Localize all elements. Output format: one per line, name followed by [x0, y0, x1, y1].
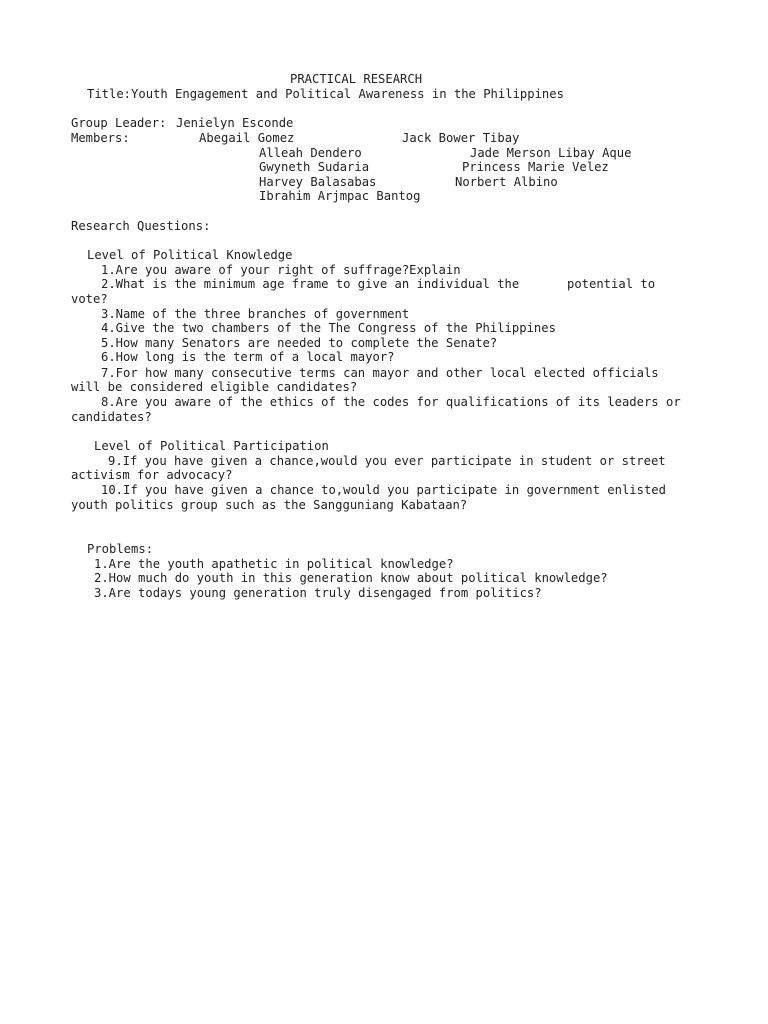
research-questions-heading: Research Questions:: [71, 219, 211, 233]
question-9-wrap: activism for advocacy?: [71, 468, 233, 482]
document-title: Title:Youth Engagement and Political Awareness in the Philippines: [87, 87, 564, 101]
question-2-wrap: vote?: [71, 292, 108, 306]
knowledge-heading: Level of Political Knowledge: [87, 248, 293, 262]
question-7: 7.For how many consecutive terms can mayor and other local elected officials: [101, 366, 659, 380]
participation-heading: Level of Political Participation: [94, 439, 329, 453]
question-7-wrap: will be considered eligible candidates?: [71, 380, 358, 394]
problem-item: 2.How much do youth in this generation know about political knowledge?: [94, 571, 608, 585]
group-leader-label: Group Leader:: [71, 116, 167, 130]
member-name: Abegail Gomez: [199, 131, 295, 145]
member-name: Norbert Albino: [455, 175, 558, 189]
document-heading: PRACTICAL RESEARCH: [290, 72, 423, 86]
member-name: Alleah Dendero: [259, 146, 362, 160]
question-8: 8.Are you aware of the ethics of the codes for qualifications of its leaders or: [101, 395, 681, 409]
question-10: 10.If you have given a chance to,would you participate in government enlisted: [101, 483, 666, 497]
problem-item: 1.Are the youth apathetic in political knowledge?: [94, 557, 454, 571]
problem-item: 3.Are todays young generation truly disengaged from politics?: [94, 586, 542, 600]
question-3: 3.Name of the three branches of government: [101, 307, 410, 321]
question-4: 4.Give the two chambers of the The Congress of the Philippines: [101, 321, 556, 335]
member-name: Princess Marie Velez: [462, 160, 609, 174]
question-5: 5.How many Senators are needed to complete the Senate?: [101, 336, 498, 350]
member-name: Ibrahim Arjmpac Bantog: [259, 189, 421, 203]
problems-heading: Problems:: [87, 542, 154, 556]
question-8-wrap: candidates?: [71, 410, 152, 424]
question-9: 9.If you have given a chance,would you ever participate in student or street: [108, 454, 666, 468]
member-name: Jade Merson Libay Aque: [470, 146, 632, 160]
member-name: Harvey Balasabas: [259, 175, 377, 189]
question-6: 6.How long is the term of a local mayor?: [101, 350, 395, 364]
members-label: Members:: [71, 131, 130, 145]
member-name: Jack Bower Tibay: [402, 131, 520, 145]
question-2-continued: potential to: [567, 277, 656, 291]
question-2: 2.What is the minimum age frame to give an individual the: [101, 277, 520, 291]
question-1: 1.Are you aware of your right of suffrage?Explain: [101, 263, 461, 277]
member-name: Gwyneth Sudaria: [259, 160, 370, 174]
group-leader-name: Jenielyn Esconde: [176, 116, 294, 130]
question-10-wrap: youth politics group such as the Sangguniang Kabataan?: [71, 498, 468, 512]
